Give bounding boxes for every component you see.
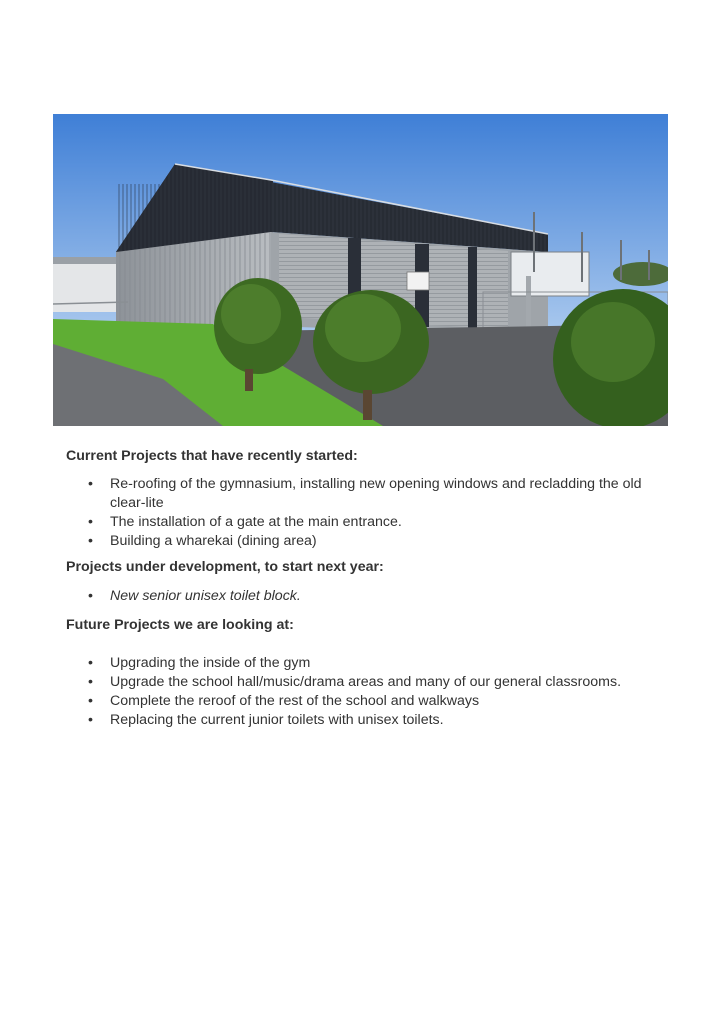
gymnasium-illustration bbox=[53, 114, 668, 426]
development-projects-heading: Projects under development, to start next year: bbox=[66, 559, 384, 575]
bullet: • bbox=[88, 588, 93, 604]
document-body bbox=[66, 447, 666, 730]
list-item: • Replacing the current junior toilets with unisex toilets. bbox=[88, 712, 444, 728]
list-item: • Complete the reroof of the rest of the school and walkways bbox=[88, 693, 480, 709]
bullet: • bbox=[88, 655, 93, 671]
list-item: • Upgrade the school hall/music/drama areas and many of our general classrooms. bbox=[88, 674, 622, 690]
current-projects-list bbox=[66, 475, 666, 551]
bullet: • bbox=[88, 674, 93, 690]
future-projects-list bbox=[66, 654, 666, 730]
list-item: • The installation of a gate at the main entrance. bbox=[88, 514, 402, 530]
list-item: • Building a wharekai (dining area) bbox=[88, 533, 317, 549]
bullet: • bbox=[88, 533, 93, 549]
current-projects-heading: Current Projects that have recently started: bbox=[66, 448, 358, 464]
gymnasium-photo bbox=[53, 114, 668, 426]
development-projects-list bbox=[66, 587, 666, 606]
bullet: • bbox=[88, 476, 93, 492]
list-item: • New senior unisex toilet block. bbox=[88, 588, 301, 604]
list-item: • Upgrading the inside of the gym bbox=[88, 655, 311, 671]
future-projects-heading: Future Projects we are looking at: bbox=[66, 617, 294, 633]
bullet: • bbox=[88, 693, 93, 709]
bullet: • bbox=[88, 514, 93, 530]
list-item: • Re-roofing of the gymnasium, installing new opening windows and recladding the old clear-lite bbox=[88, 476, 642, 511]
bullet: • bbox=[88, 712, 93, 728]
